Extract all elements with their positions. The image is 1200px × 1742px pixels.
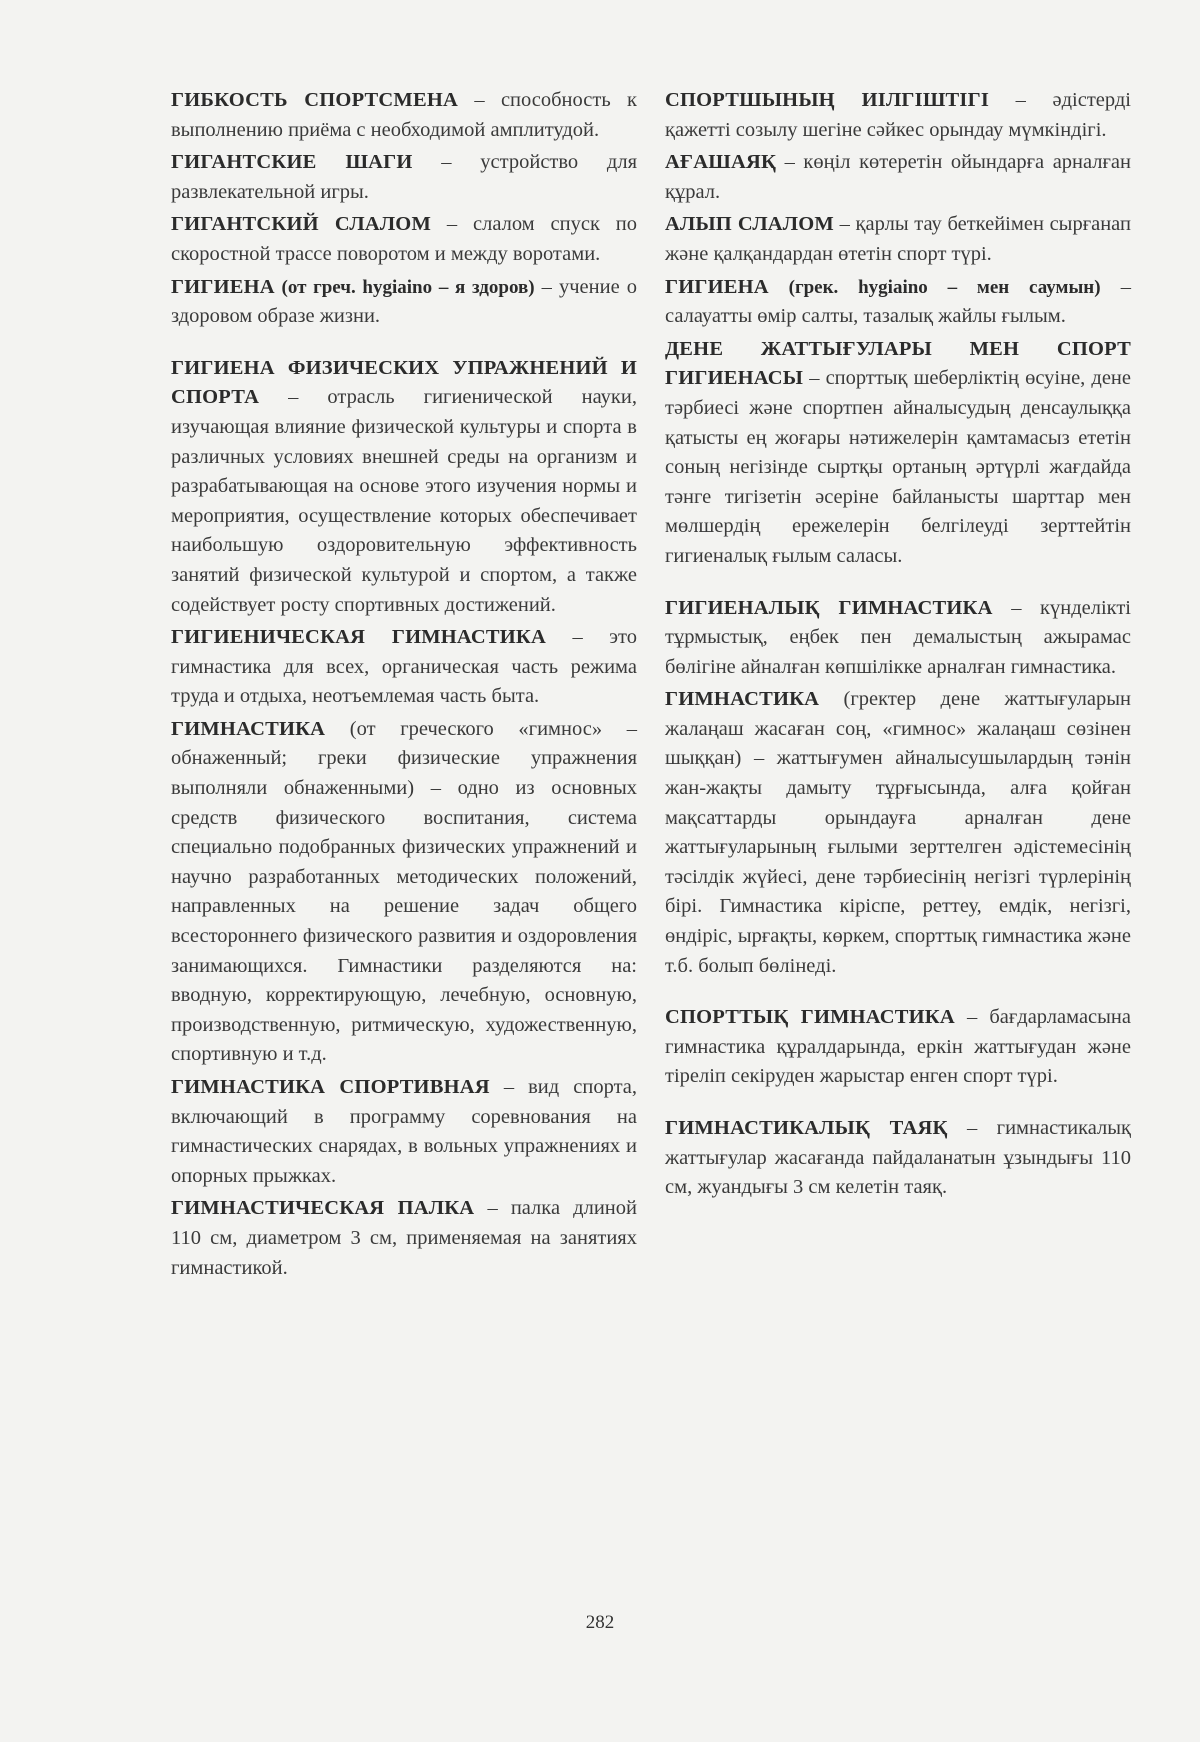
page-number: 282 — [585, 1612, 615, 1633]
entry-term: ГИГИЕНАЛЫҚ ГИМНАСТИКА — [665, 596, 993, 619]
entry-term: ГИГИЕНА — [665, 275, 769, 298]
entry-definition: – спорттық шеберліктің өсуіне, дене тәрбиесі және спортпен айналысудың денсаулыққа қатысты ең жоғары нәтижелерін қамтамасыз ететін соның негізінде сыртқы ортаның әртүрлі жағдайда тәнге тигізетін әсеріне байланысты шарттар мен мөлшердің ережелерін белгілеуді зерттейтін гигиеналық ғылым саласы. — [665, 367, 1131, 567]
entry-kz-8 — [665, 1003, 1131, 1092]
entry-definition: (от греческого «гимнос» – обнаженный; греки физические упражнения выполняли обнаженными) – одно из основных средств физического воспитания, система специально подобранных физических упражнений и научно разработанных методических положений, направленных на решение задач общего всестороннего физического развития и оздоровления занимающихся. Гимнастики разделяются на: вводную, корректирующую, лечебную, основную, производственную, ритмическую, художественную, спортивную и т.д. — [171, 717, 637, 1066]
entry-ru-7 — [171, 715, 637, 1070]
entry-ru-4 — [171, 273, 637, 332]
entry-kz-6 — [665, 594, 1131, 683]
entry-term: ГИМНАСТИЧЕСКАЯ ПАЛКА — [171, 1197, 475, 1220]
entry-ru-8 — [171, 1073, 637, 1191]
kazakh-column — [665, 86, 1131, 1206]
entry-kz-5 — [665, 335, 1131, 572]
entry-term: ДЕНЕ ЖАТТЫҒУЛАРЫ МЕН СПОРТ ГИГИЕНАСЫ — [665, 337, 1131, 390]
entry-kz-7 — [665, 685, 1131, 981]
entry-definition: – әдістерді қажетті созылу шегіне сәйкес орындау мүмкіндігі. — [665, 89, 1131, 141]
entry-term: ГИМНАСТИКА — [171, 717, 326, 740]
entry-term: ГИГАНТСКИЕ ШАГИ — [171, 151, 413, 174]
entry-definition: – слалом спуск по скоростной трассе поворотом и между воротами. — [171, 213, 637, 265]
entry-term: ГИМНАСТИКА — [665, 688, 820, 711]
entry-term: ГИМНАСТИКАЛЫҚ ТАЯҚ — [665, 1117, 948, 1139]
entry-definition: – салауатты өмір салты, тазалық жайлы ғылым. — [665, 275, 1132, 328]
entry-term: ГИГИЕНА ФИЗИЧЕСКИХ УПРАЖНЕНИЙ И СПОРТА — [171, 356, 637, 409]
entry-term: СПОРТТЫҚ ГИМНАСТИКА — [665, 1006, 955, 1029]
entry-definition: – палка длиной 110 см, диаметром 3 см, применяемая на занятиях гимнастикой. — [171, 1197, 637, 1279]
entry-definition: – учение о здоровом образе жизни. — [171, 275, 637, 328]
entry-definition: – отрасль гигиенической науки, изучающая влияние физической культуры и спорта в различных условиях внешней среды на организм и разрабатывающая на основе этого изучения нормы и мероприятия, осуществление которых обеспечивает наибольшую оздоровительную эффективность занятий физической культурой и спортом, а также содействует росту спортивных достижений. — [171, 386, 637, 616]
entry-term: ГИГИЕНА — [171, 275, 275, 298]
entry-term: АЛЫП СЛАЛОМ — [665, 213, 834, 236]
entry-ru-2 — [171, 148, 637, 207]
entry-ru-6 — [171, 623, 637, 712]
entry-kz-4 — [665, 273, 1131, 332]
entry-kz-1 — [665, 86, 1131, 145]
entry-definition: – гимнастикалық жаттығулар жасағанда пайдаланатын ұзындығы 110 см, жуандығы 3 см келетін таяқ. — [665, 1117, 1132, 1199]
entry-term: ГИГАНТСКИЙ СЛАЛОМ — [171, 213, 431, 236]
entry-term: АҒАШАЯҚ — [665, 151, 777, 174]
entry-definition: – вид спорта, включающий в программу соревнования на гимнастических снарядах, в вольных упражнениях и опорных прыжках. — [171, 1076, 637, 1187]
entry-note: (грек. hygiaino – мен саумын) — [768, 276, 1101, 298]
entry-note: (от греч. hygiaino – я здоров) — [274, 276, 535, 298]
entry-kz-2 — [665, 148, 1131, 207]
entry-term: ГИМНАСТИКА СПОРТИВНАЯ — [171, 1076, 490, 1098]
entry-definition: – көңіл көтеретін ойындарға арналған құрал. — [665, 151, 1131, 203]
entry-definition: (гректер дене жаттығуларын жалаңаш жасаған соң, «гимнос» жалаңаш сөзінен шыққан) – жаттығумен айналысушылардың тәнін жан-жақты дамыту тұрғысында, алға қойған мақсаттарды орындауға арналған дене жаттығуларының ғылыми зерттелген әдістемесінің тәсілдік жүйесі, дене тәрбиесінің негізгі түрлерінің бірі. Гимнастика кіріспе, реттеу, емдік, негізгі, өндіріс, ырғақты, көркем, спорттық гимнастика және т.б. болып бөлінеді. — [665, 688, 1131, 977]
entry-term: ГИГИЕНИЧЕСКАЯ ГИМНАСТИКА — [171, 626, 546, 649]
entry-ru-1 — [171, 86, 637, 145]
entry-ru-5 — [171, 354, 637, 620]
entry-term: ГИБКОСТЬ СПОРТСМЕНА — [171, 89, 458, 111]
entry-definition: – это гимнастика для всех, органическая часть режима труда и отдыха, неотъемлемая часть быта. — [171, 626, 637, 708]
entry-definition: – қарлы тау беткейімен сырғанап және қалқандардан өтетін спорт түрі. — [665, 213, 1131, 265]
entry-definition: – устройство для развлекательной игры. — [171, 151, 637, 203]
entry-definition: – бағдарламасына гимнастика құралдарында, еркін жаттығудан және тіреліп секіруден жарыстар енген спорт түрі. — [665, 1006, 1131, 1088]
entry-kz-3 — [665, 210, 1131, 269]
entry-term: СПОРТШЫНЫҢ ИІЛГІШТІГІ — [665, 89, 990, 111]
entry-ru-3 — [171, 210, 637, 269]
entry-definition: – күнделікті тұрмыстық, еңбек пен демалыстың ажырамас бөлігіне айналған көпшілікке арналған гимнастика. — [665, 596, 1131, 678]
entry-kz-9 — [665, 1114, 1131, 1203]
entry-ru-9 — [171, 1194, 637, 1283]
entry-definition: – способность к выполнению приёма с необходимой амплитудой. — [171, 89, 637, 141]
russian-column — [171, 86, 637, 1286]
